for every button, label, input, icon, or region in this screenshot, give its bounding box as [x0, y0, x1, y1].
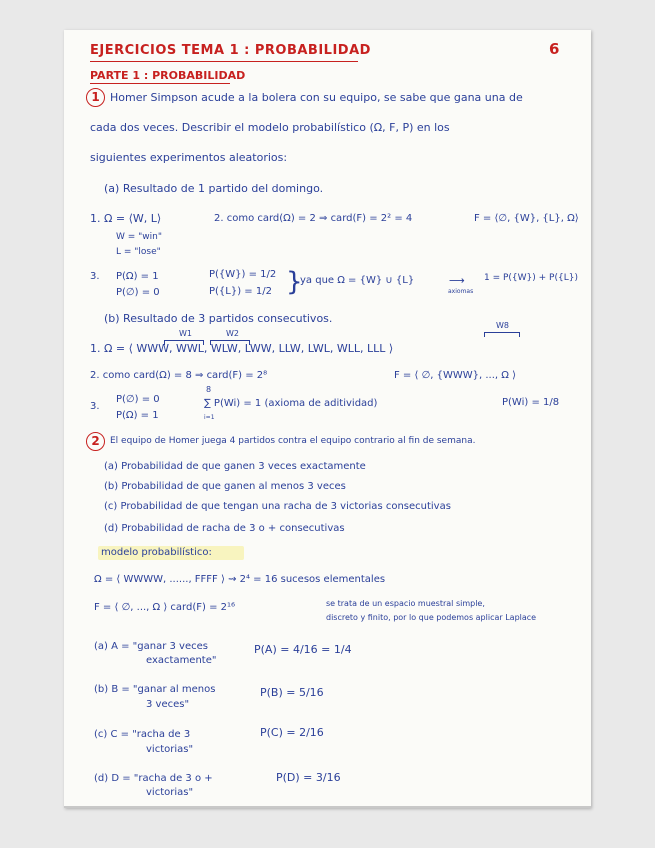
page-title: EJERCICIOS TEMA 1 : PROBABILIDAD — [90, 43, 371, 58]
ex1a-p-empty: P(∅) = 0 — [116, 287, 160, 298]
part-title: PARTE 1 : PROBABILIDAD — [90, 69, 246, 82]
ex1-part-a-label: (a) Resultado de 1 partido del domingo. — [104, 182, 324, 195]
ex2-answer-d-label: (d) D = "racha de 3 o + — [94, 773, 213, 784]
ex1b-pwi: P(Wi) = 1/8 — [502, 397, 560, 408]
ex1-statement-line-2: cada dos veces. Describir el modelo probabilístico (Ω, F, P) en los — [90, 121, 450, 134]
ex2-answer-c-label: (c) C = "racha de 3 — [94, 729, 191, 740]
ex1a-arrow: ⟶ — [449, 274, 465, 287]
ex1b-card: 2. como card(Ω) = 8 ⇒ card(F) = 2⁸ — [90, 370, 268, 381]
ex1a-p-omega: P(Ω) = 1 — [116, 271, 159, 282]
exercise-2-number: 2 — [86, 432, 105, 451]
ex1b-w2-tag: W2 — [226, 329, 239, 338]
ex2-answer-a-prob: P(A) = 4/16 = 1/4 — [254, 643, 352, 656]
ex1a-axioma: axiomas — [448, 288, 474, 295]
ex2-modelo-heading: modelo probabilístico: — [101, 547, 212, 558]
title-underline — [90, 61, 358, 62]
ex1-statement-line-1: Homer Simpson acude a la bolera con su equipo, se sabe que gana una de — [110, 91, 523, 104]
ex1-part-b-label: (b) Resultado de 3 partidos consecutivos. — [104, 312, 333, 325]
ex1a-w-def: W = "win" — [116, 232, 163, 242]
ex1a-step3-label: 3. — [90, 271, 100, 282]
ex2-item-b: (b) Probabilidad de que ganen al menos 3 veces — [104, 481, 346, 492]
ex2-note-line-2: discreto y finito, por lo que podemos aplicar Laplace — [326, 613, 537, 622]
ex1-statement-line-3: siguientes experimentos aleatorios: — [90, 151, 288, 164]
ex2-answer-c-prob: P(C) = 2/16 — [260, 726, 324, 739]
ex2-answer-c-label-2: victorias" — [146, 744, 194, 755]
ex1a-card: 2. como card(Ω) = 2 ⇒ card(F) = 2² = 4 — [214, 213, 413, 224]
ex1a-l-def: L = "lose" — [116, 247, 161, 257]
ex2-item-c: (c) Probabilidad de que tengan una racha de 3 victorias consecutivas — [104, 501, 451, 512]
ex1a-p-l: P({L}) = 1/2 — [209, 286, 272, 297]
ex1a-ya-que: ya que Ω = {W} ∪ {L} — [300, 275, 415, 286]
ex1a-omega: 1. Ω = ⟨W, L⟩ — [90, 212, 162, 225]
ex1b-w8-tag: W8 — [496, 321, 509, 330]
ex1b-step3-label: 3. — [90, 401, 100, 412]
exercise-1-number: 1 — [86, 88, 105, 107]
ex1b-sum-top: 8 — [206, 385, 212, 394]
ex2-note-line-1: se trata de un espacio muestral simple, — [326, 599, 485, 608]
notebook-page — [64, 30, 591, 808]
ex1a-brace: } — [286, 267, 303, 297]
ex2-sigma-algebra: F = ⟨ ∅, ..., Ω ⟩ card(F) = 2¹⁶ — [94, 602, 236, 613]
ex1b-p-empty: P(∅) = 0 — [116, 394, 160, 405]
ex1b-omega: 1. Ω = ⟨ WWW, WWL, WLW, LWW, LLW, LWL, WLL, LLL ⟩ — [90, 342, 394, 355]
ex1b-w8-brace — [484, 332, 520, 337]
ex2-answer-b-label-2: 3 veces" — [146, 699, 190, 710]
ex1b-sum-bottom: i=1 — [204, 414, 215, 421]
ex2-answer-a-label-2: exactamente" — [146, 655, 217, 666]
part-underline — [90, 83, 230, 84]
ex1a-p-w: P({W}) = 1/2 — [209, 269, 277, 280]
ex1b-sigma-algebra: F = ⟨ ∅, {WWW}, ..., Ω ⟩ — [394, 370, 516, 381]
ex1b-p-omega: P(Ω) = 1 — [116, 410, 159, 421]
page-bottom-edge — [64, 806, 591, 808]
ex2-answer-a-label: (a) A = "ganar 3 veces — [94, 641, 208, 652]
ex1a-sum: 1 = P({W}) + P({L}) — [484, 273, 578, 283]
ex1a-sigma-algebra: F = ⟨∅, {W}, {L}, Ω⟩ — [474, 213, 579, 224]
ex2-item-a: (a) Probabilidad de que ganen 3 veces exactamente — [104, 461, 366, 472]
ex1b-w1-tag: W1 — [179, 329, 192, 338]
ex2-item-d: (d) Probabilidad de racha de 3 o + consecutivas — [104, 523, 345, 534]
ex2-answer-d-label-2: victorias" — [146, 787, 194, 798]
page-mark: 6 — [549, 40, 560, 58]
ex2-answer-b-prob: P(B) = 5/16 — [260, 686, 324, 699]
ex2-statement: El equipo de Homer juega 4 partidos contra el equipo contrario al fin de semana. — [110, 436, 476, 446]
ex2-answer-b-label: (b) B = "ganar al menos — [94, 684, 216, 695]
ex2-omega: Ω = ⟨ WWWW, ......, FFFF ⟩ ⇝ 2⁴ = 16 sucesos elementales — [94, 574, 386, 585]
ex2-answer-d-prob: P(D) = 3/16 — [276, 771, 341, 784]
ex1b-sum: ∑ P(Wi) = 1 (axioma de aditividad) — [204, 398, 378, 409]
